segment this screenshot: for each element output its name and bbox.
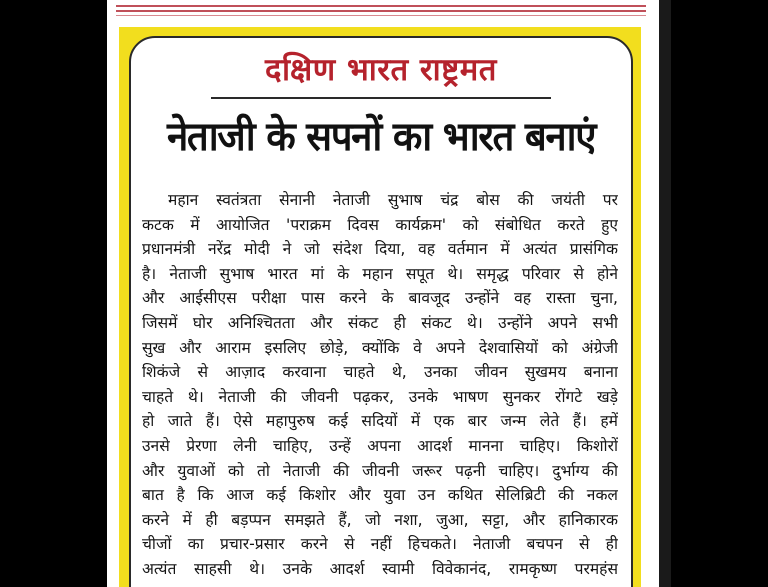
article-line: करने में ही बड़प्पन समझते हैं, जो नशा, जुआ, सट्टा, और हानिकारक [142, 510, 618, 529]
article-line: महान स्वतंत्रता सेनानी नेताजी सुभाष चंद्र बोस की जयंती पर [168, 191, 618, 209]
article-body [142, 188, 618, 582]
article-line: चीजों का प्रचार-प्रसार करने से नहीं हिचकते। नेताजी बचपन से ही [142, 535, 618, 554]
article-line: है। नेताजी सुभाष भारत मां के महान सपूत थे। समृद्ध परिवार से होने [142, 264, 618, 283]
article-line: कटक में आयोजित 'पराक्रम दिवस कार्यक्रम' को संबोधित करते हुए [142, 215, 618, 234]
newspaper-page [107, 0, 659, 587]
article-line: और आईसीएस परीक्षा पास करने के बावजूद उन्होंने वह रास्ता चुना, [142, 289, 618, 308]
article-line: और युवाओं को तो नेताजी की जीवनी जरूर पढ़नी चाहिए। दुर्भाग्य की [142, 461, 618, 480]
top-rule [116, 5, 646, 7]
article-line: सुख और आराम इसलिए छोड़े, क्योंकि वे अपने देशवासियों को अंग्रेजी [142, 338, 618, 357]
article-line: अत्यंत साहसी थे। उनके आदर्श स्वामी विवेकानंद, रामकृष्ण परमहंस [142, 559, 618, 578]
masthead-underline [211, 97, 551, 99]
article-line: हो जाते हैं। ऐसे महापुरुष कई सदियों में एक बार जन्म लेते हैं। हमें [142, 412, 618, 431]
article-line: बात है कि आज कई किशोर और युवा उन कथित सेलिब्रिटी की नकल [142, 486, 618, 505]
top-rule [116, 15, 646, 16]
article-line: शिकंजे से आज़ाद करवाना चाहते थे, उनका जीवन सुखमय बनाना [142, 363, 618, 382]
article-line: प्रधानमंत्री नरेंद्र मोदी ने जो संदेश दिया, वह वर्तमान में अत्यंत प्रासंगिक [142, 240, 618, 259]
top-rule [116, 10, 646, 12]
page-gutter [659, 0, 671, 587]
article-line: उनसे प्रेरणा लेनी चाहिए, उन्हें अपना आदर्श मानना चाहिए। किशोरों [142, 436, 618, 455]
editorial-frame [119, 27, 641, 587]
article-headline: नेताजी के सपनों का भारत बनाएं [167, 114, 595, 160]
editorial-box [129, 36, 633, 587]
masthead-title: दक्षिण भारत राष्ट्रमत [265, 52, 497, 88]
article-line: जिसमें घोर अनिश्चितता और संकट ही संकट थे। उन्होंने अपने सभी [142, 313, 618, 332]
article-line: चाहते थे। नेताजी की जीवनी पढ़कर, उनके भाषण सुनकर रोंगटे खड़े [142, 387, 618, 406]
